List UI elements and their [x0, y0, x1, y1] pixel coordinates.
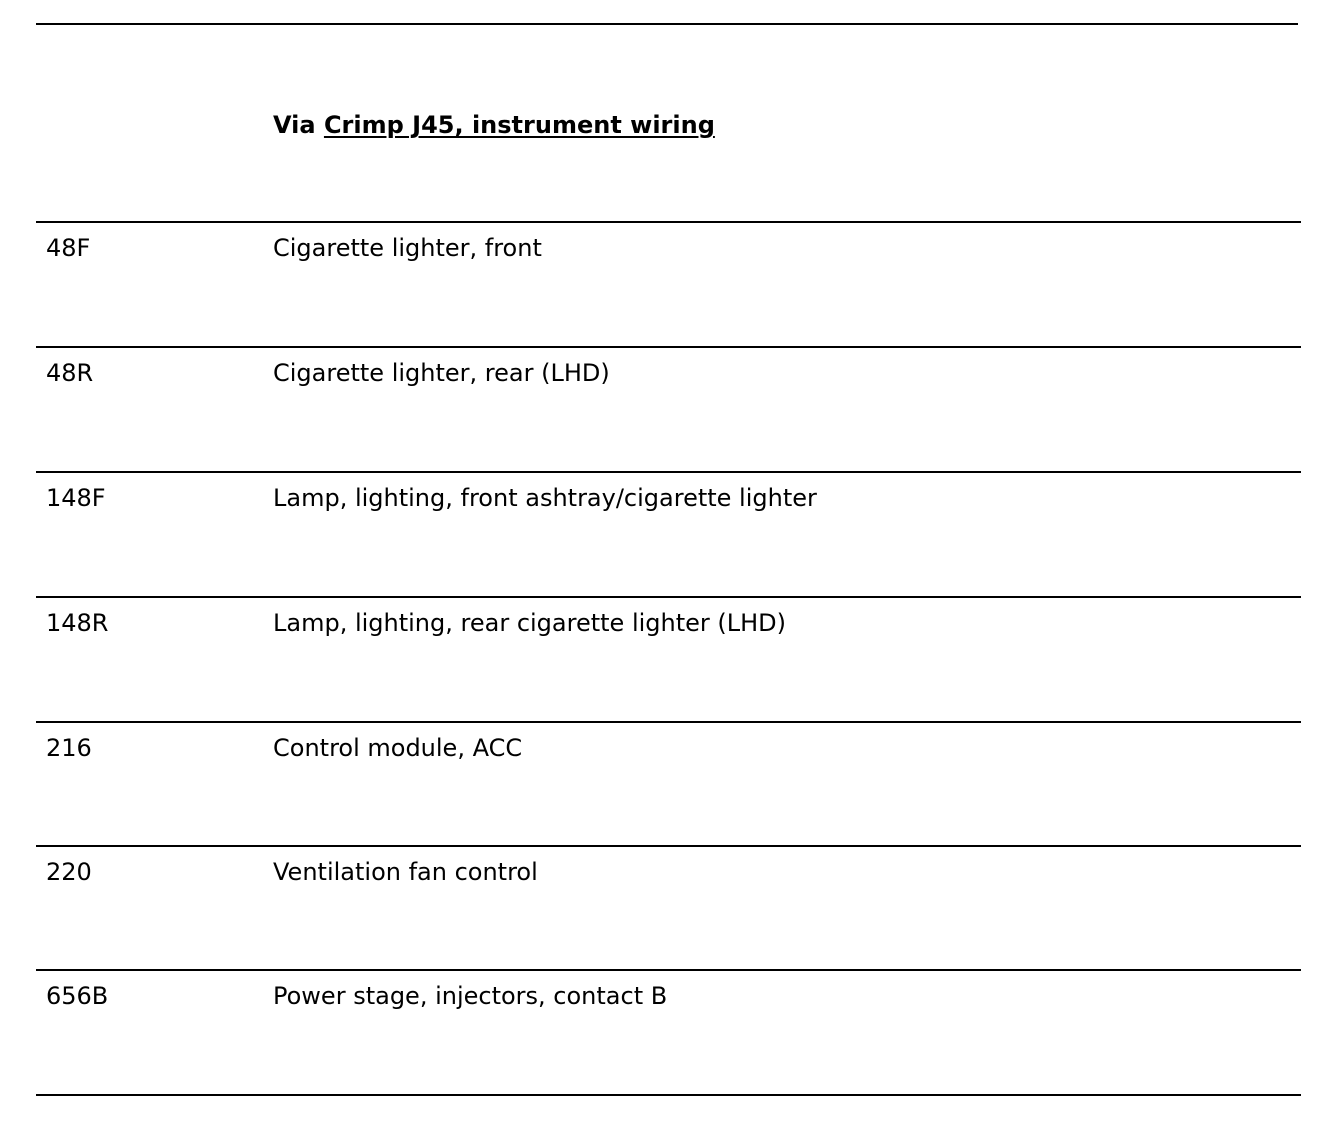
row-description: Cigarette lighter, rear (LHD) — [273, 359, 610, 387]
bottom-rule — [36, 1094, 1301, 1096]
row-code: 148F — [46, 484, 106, 512]
row-divider — [36, 346, 1301, 348]
header-prefix: Via — [273, 111, 316, 139]
table-row — [36, 845, 1301, 970]
table-row — [36, 721, 1301, 846]
section-header — [273, 110, 715, 140]
row-code: 48R — [46, 359, 94, 387]
row-code: 148R — [46, 609, 109, 637]
crimp-link[interactable]: Crimp J45, instrument wiring — [323, 111, 715, 139]
row-description: Lamp, lighting, front ashtray/cigarette lighter — [273, 484, 817, 512]
table-row — [36, 969, 1301, 1094]
row-code: 220 — [46, 858, 92, 886]
table-row — [36, 346, 1301, 471]
row-description: Cigarette lighter, front — [273, 234, 542, 262]
row-divider — [36, 221, 1301, 223]
row-description: Power stage, injectors, contact B — [273, 982, 668, 1010]
table-row — [36, 221, 1301, 346]
row-code: 216 — [46, 734, 92, 762]
row-description: Lamp, lighting, rear cigarette lighter (LHD) — [273, 609, 787, 637]
top-rule — [36, 23, 1298, 25]
row-description: Ventilation fan control — [273, 858, 538, 886]
row-divider — [36, 596, 1301, 598]
row-divider — [36, 471, 1301, 473]
table-row — [36, 471, 1301, 596]
row-divider — [36, 845, 1301, 847]
row-divider — [36, 969, 1301, 971]
row-divider — [36, 721, 1301, 723]
row-code: 48F — [46, 234, 91, 262]
row-description: Control module, ACC — [273, 734, 523, 762]
table-row — [36, 596, 1301, 721]
row-code: 656B — [46, 982, 109, 1010]
